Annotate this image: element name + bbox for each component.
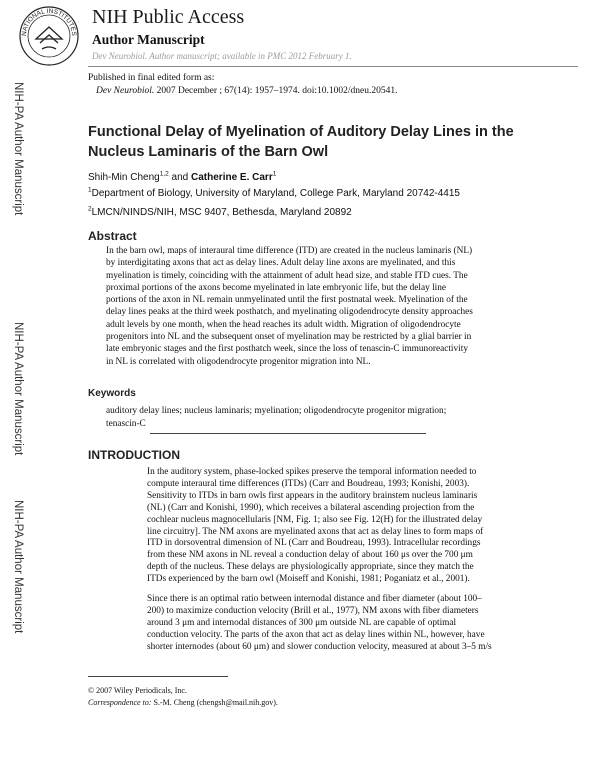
text-line: In the auditory system, phase-locked spikes preserve the temporal information needed to — [147, 467, 477, 477]
text-line: proximal portions of the axons become myelinated in late embryonic life, but the delay line — [106, 282, 447, 293]
side-label-middle: NIH-PA Author Manuscript — [12, 322, 24, 456]
correspondence-note — [88, 698, 278, 707]
footnote-divider — [88, 676, 228, 677]
text-line: (NL) (Carr and Konishi, 1990), which receives a bilateral ascending projection from the — [147, 502, 475, 513]
abstract-body — [106, 245, 576, 368]
header-divider — [88, 66, 578, 67]
section-divider — [150, 433, 426, 434]
text-line: progenitors into NL and the subsequent onset of myelination may be restricted by a glial barrier in — [106, 332, 472, 343]
correspondence-label: Correspondence to: — [88, 698, 152, 707]
side-watermark — [0, 70, 38, 750]
text-line: 200) to maximize conduction velocity (Brill et al., 1977), NM axons with fiber diameters — [147, 605, 479, 616]
text-line: delay lines peaks at the third week posthatch, and myelinating oligodendrocyte density approaches — [106, 307, 473, 318]
abstract-heading: Abstract — [88, 229, 137, 243]
text-line: by interdigitating axons that act as delay lines. Adult delay line axons are myelinated, and this — [106, 258, 456, 269]
text-line: auditory delay lines; nucleus laminaris; myelination; oligodendrocyte progenitor migration; — [106, 406, 447, 416]
text-line: line circuitry]. The NM axons are myelinated axons that act as delay lines to form maps of — [147, 526, 484, 537]
author-affiliation-sup: 1 — [272, 170, 277, 178]
text-line: ITD in dorsoventral dimension of NL (Carr and Boudreau, 1993). Intracellular recordings — [147, 538, 481, 549]
keywords-body — [106, 405, 566, 430]
affiliation-text: LMCN/NINDS/NIH, MSC 9407, Bethesda, Maryland 20892 — [91, 207, 352, 218]
affiliation-sup: 2 — [88, 205, 92, 213]
correspondence-text: S.-M. Cheng (chengsh@mail.nih.gov). — [151, 698, 278, 707]
author-line — [88, 172, 276, 183]
journal-name: Dev Neurobiol. — [96, 86, 155, 96]
text-line: late embryonic stages and the first posthatch week, since the loss of tenascin-C immunoreactivity — [106, 344, 468, 355]
affiliation-text: Department of Biology, University of Maryland, College Park, Maryland 20742-4415 — [91, 188, 460, 199]
affiliation-sup: 1 — [88, 186, 92, 194]
author-manuscript-label: Author Manuscript — [92, 32, 205, 47]
text-line: cochlear nucleus magnocellularis [NM, Fig. 1; also see Fig. 12(H) for the illustrated delay — [147, 514, 483, 525]
text-line: Since there is an optimal ratio between internodal distance and fiber diameter (about 100– — [147, 594, 482, 604]
text-line: ITDs experienced by the barn owl (Moiseff and Konishi, 1981; Poganiatz et al., 2001). — [147, 574, 470, 585]
copyright-note: © 2007 Wiley Periodicals, Inc. — [88, 686, 187, 695]
article-title: Functional Delay of Myelination of Auditory Delay Lines in the Nucleus Laminaris of the Barn Owl — [88, 124, 514, 160]
text-line: conduction velocity. The parts of the axon that act as delay lines within NL, however, have — [147, 629, 485, 640]
citation-line — [96, 86, 398, 96]
author-name: Shih-Min Cheng — [88, 172, 160, 183]
side-label-bottom: NIH-PA Author Manuscript — [12, 500, 24, 634]
text-line: depth of the nucleus. These delays are physiologically appropriate, since they match the — [147, 562, 474, 573]
side-label-top: NIH-PA Author Manuscript — [12, 82, 24, 216]
intro-paragraph-2 — [147, 594, 577, 654]
author-affiliation-sup: 1,2 — [159, 170, 169, 178]
intro-paragraph-1 — [147, 467, 577, 586]
introduction-heading: INTRODUCTION — [88, 448, 180, 462]
text-line: from these NM axons in NL reveal a conduction delay of about 160 μs over the 700 μm — [147, 550, 473, 561]
svg-text:NATIONAL INSTITUTES OF HEALTH: NATIONAL INSTITUTES — [20, 7, 78, 37]
nih-public-access-title: NIH Public Access — [92, 6, 245, 28]
text-line: In the barn owl, maps of interaural time difference (ITD) are created in the nucleus laminaris (NL) — [106, 246, 473, 256]
text-line: Sensitivity to ITDs in barn owls first appears in the auditory brainstem nucleus laminaris — [147, 490, 478, 501]
author-name: Catherine E. Carr — [191, 172, 273, 183]
text-line: in NL is correlated with oligodendrocyte progenitor migration into NL. — [106, 356, 371, 367]
text-line: portions of the axon in NL remain unmyelinated until the first postnatal week. Myelination of the — [106, 295, 468, 306]
text-line: tenascin-C — [106, 418, 146, 429]
availability-note: Dev Neurobiol. Author manuscript; available in PMC 2012 February 1. — [92, 51, 352, 61]
text-line: compute interaural time differences (ITDs) (Carr and Boudreau, 1993; Konishi, 2003). — [147, 478, 470, 489]
text-line: adult levels by one month, when the head reaches its adult width. Migration of oligodendrocyte — [106, 319, 461, 330]
published-in-line: Published in final edited form as: — [88, 73, 215, 83]
author-conjunction: and — [168, 172, 192, 183]
affiliation-1 — [88, 188, 460, 199]
keywords-heading: Keywords — [88, 388, 136, 399]
nih-seal-logo — [18, 5, 80, 67]
text-line: myelination is timely, coinciding with the attainment of adult head size, and stable ITD cues. The — [106, 270, 468, 281]
text-line: shorter internodes (about 60 μm) and slower conduction velocity, measured at about 3–5 m/s — [147, 641, 492, 652]
text-line: around 3 μm and internodal distances of 300 μm outside NL are capable of optimal — [147, 617, 457, 628]
affiliation-2 — [88, 207, 352, 218]
citation-details: 2007 December ; 67(14): 1957–1974. doi:10.1002/dneu.20541. — [154, 86, 398, 96]
